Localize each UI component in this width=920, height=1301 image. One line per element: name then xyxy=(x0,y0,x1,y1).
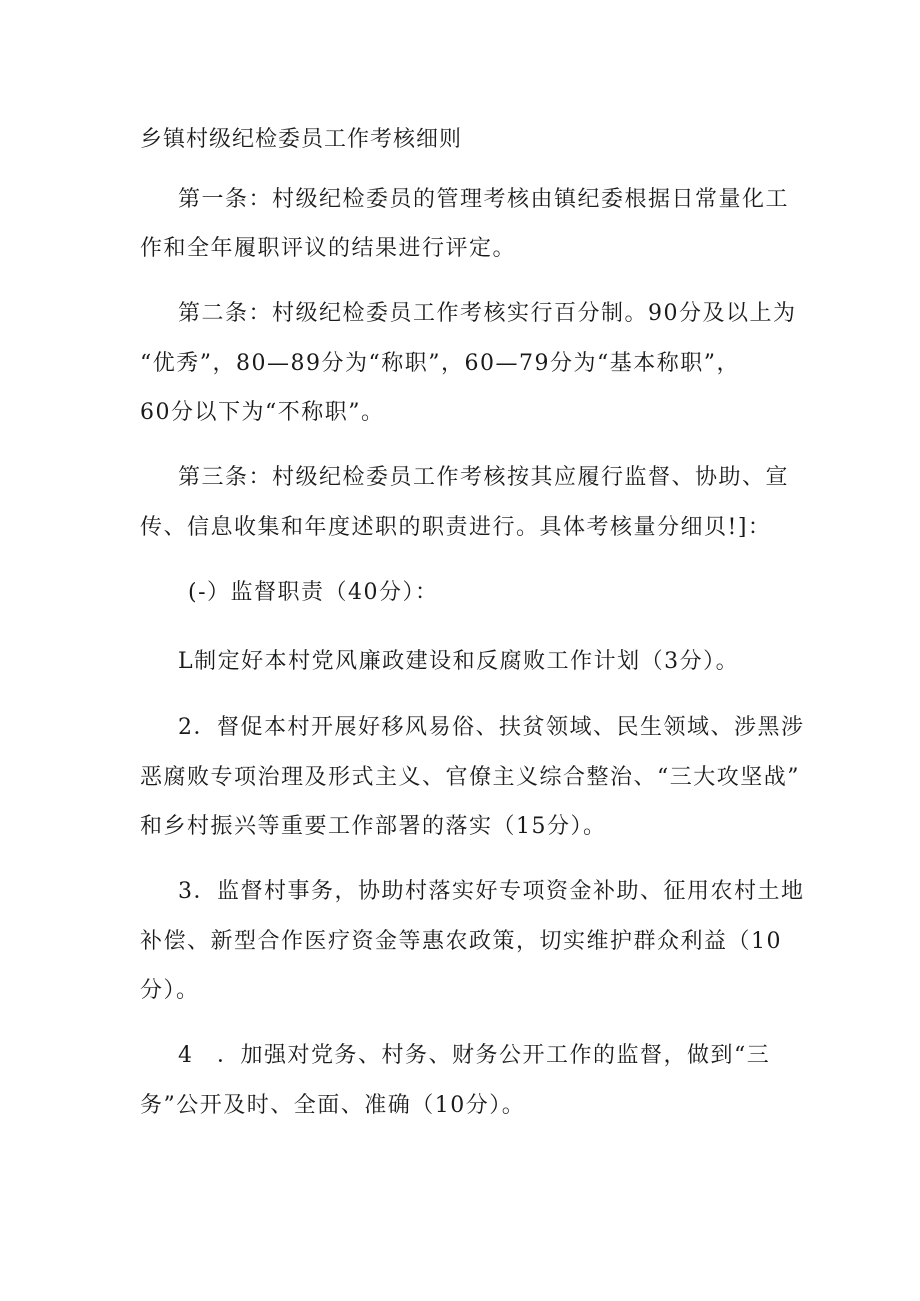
article-1-line-1: 第一条：村级纪检委员的管理考核由镇纪委根据日常量化工 xyxy=(178,187,790,212)
article-2-line-2: “优秀”，80—89分为“称职”，60—79分为“基本称职”， xyxy=(140,351,740,376)
article-2-line-3: 60分以下为“不称职”。 xyxy=(140,400,385,425)
item-4-line-1: 4 ．加强对党务、村务、财务公开工作的监督，做到“三 xyxy=(178,1043,771,1068)
article-1-line-2: 作和全年履职评议的结果进行评定。 xyxy=(140,236,517,261)
section-heading-supervision: (-）监督职责（40分）： xyxy=(188,580,439,605)
article-3-line-1: 第三条：村级纪检委员工作考核按其应履行监督、协助、宣 xyxy=(178,465,790,490)
article-2-line-1: 第二条：村级纪检委员工作考核实行百分制。90分及以上为 xyxy=(178,301,797,326)
item-4-line-2: 务”公开及时、全面、准确（10分）。 xyxy=(140,1093,526,1118)
item-1-line-1: L制定好本村党风廉政建设和反腐败工作计划（3分）。 xyxy=(178,649,740,674)
item-2-line-2: 恶腐败专项治理及形式主义、官僚主义综合整治、“三大攻坚战” xyxy=(140,765,800,790)
item-2-line-3: 和乡村振兴等重要工作部署的落实（15分）。 xyxy=(140,814,607,839)
item-3-line-2: 补偿、新型合作医疗资金等惠农政策，切实维护群众利益（10 xyxy=(140,929,782,954)
article-3-line-2: 传、信息收集和年度述职的职责进行。具体考核量分细贝!]： xyxy=(140,515,772,540)
item-3-line-1: 3．监督村事务，协助村落实好专项资金补助、征用农村土地 xyxy=(178,879,805,904)
item-2-line-1: 2．督促本村开展好移风易俗、扶贫领域、民生领域、涉黑涉 xyxy=(178,715,805,740)
document-title: 乡镇村级纪检委员工作考核细则 xyxy=(140,127,463,152)
item-3-line-3: 分）。 xyxy=(140,978,200,1003)
